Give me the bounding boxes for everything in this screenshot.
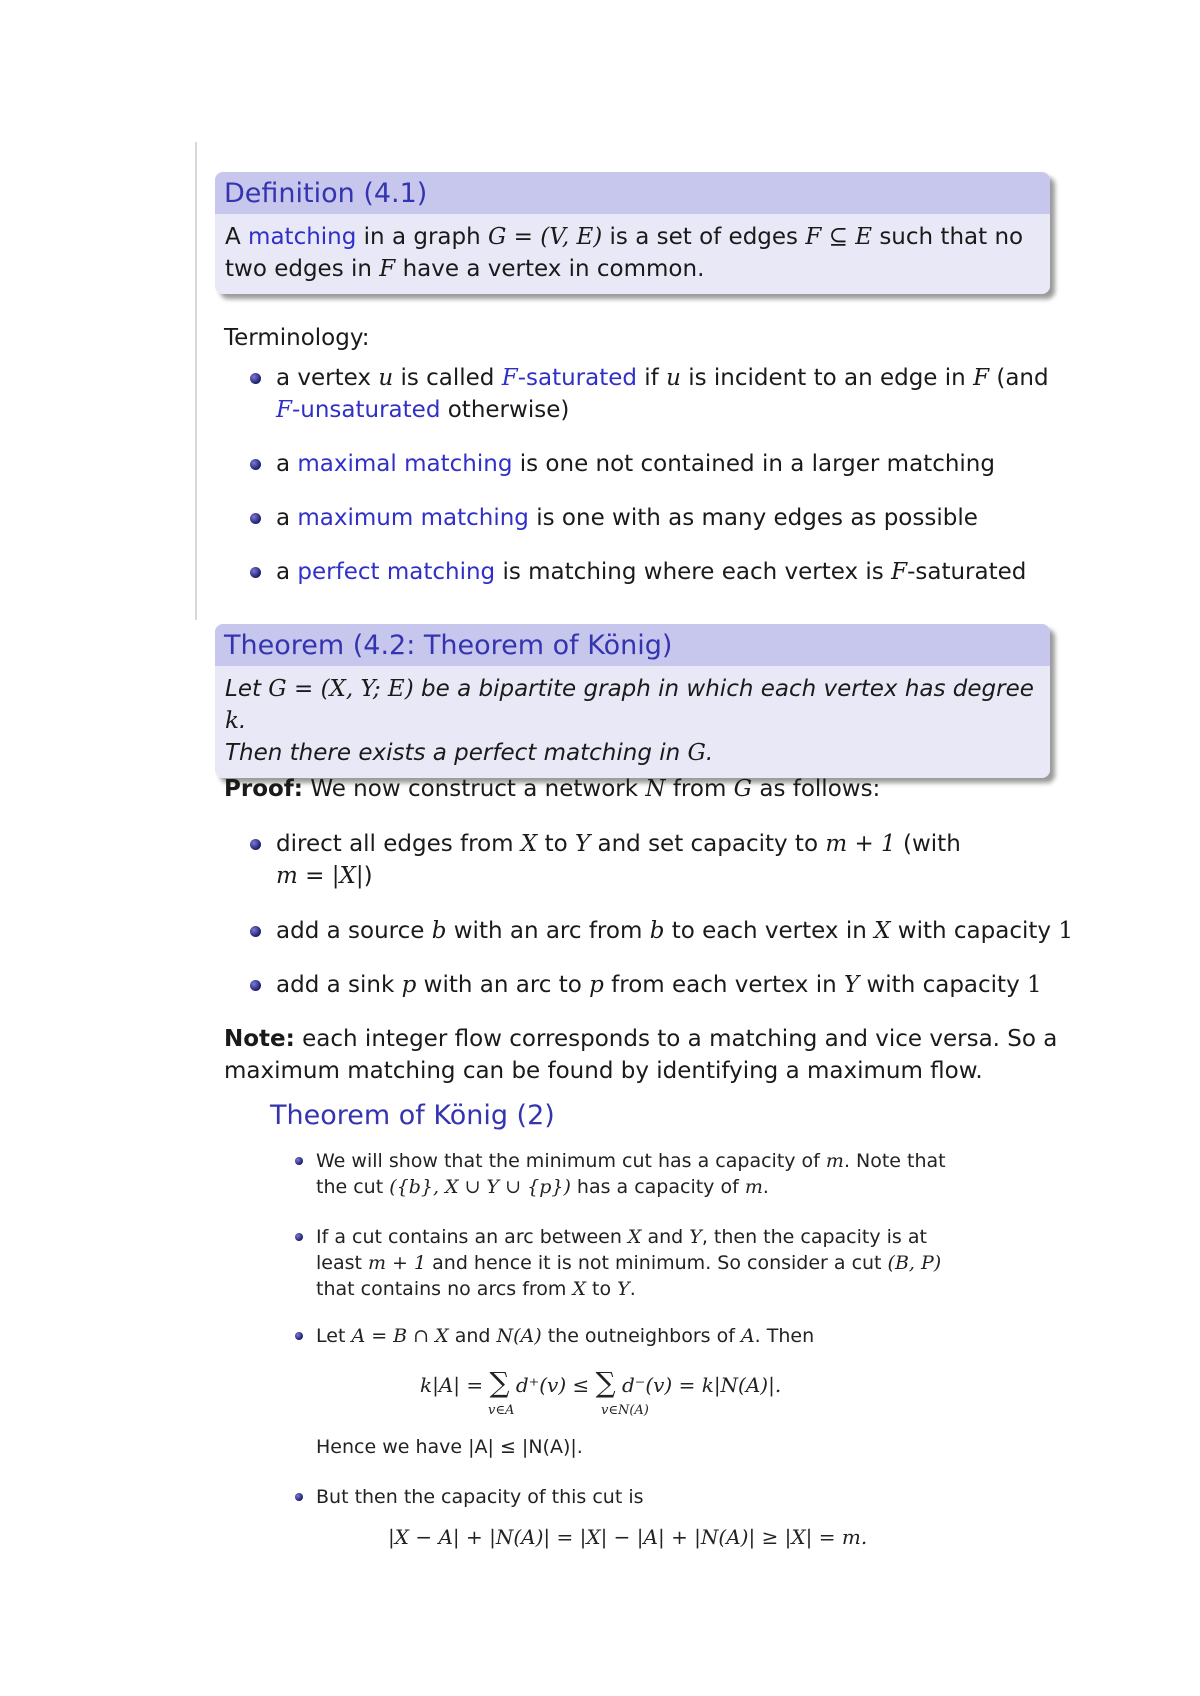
bullet-icon	[295, 1157, 303, 1165]
sum-subscript-na: v∈N(A)	[601, 1403, 649, 1418]
proof-item-source: add a source b with an arc from b to each vertex in X with capacity 1	[250, 915, 1073, 947]
bullet-icon	[250, 839, 261, 850]
konig2-item-capacity: But then the capacity of this cut is	[295, 1484, 644, 1510]
konig2-title: Theorem of König (2)	[270, 1100, 555, 1131]
theorem-block	[215, 624, 1050, 778]
bullet-icon	[295, 1332, 303, 1340]
degree-sum-equation: k|A| = ∑ d⁺(v) ≤ ∑ d⁻(v) = k|N(A)|.	[420, 1366, 782, 1399]
proof-item-sink: add a sink p with an arc to p from each vertex in Y with capacity 1	[250, 969, 1042, 1001]
bullet-icon	[250, 459, 261, 470]
terminology-item-perfect: a perfect matching is matching where each vertex is F-saturated	[250, 556, 1026, 588]
terminology-item-saturated: a vertex u is called F-saturated if u is incident to an edge in F (and F-unsaturated otherwise)	[250, 362, 1049, 426]
proof-item-direct-edges: direct all edges from X to Y and set capacity to m + 1 (with m = |X|)	[250, 828, 961, 892]
bullet-icon	[250, 980, 261, 991]
theorem-title: Theorem (4.2: Theorem of König)	[215, 624, 1050, 666]
term-matching: matching	[248, 224, 357, 250]
konig2-item-let-a: Let A = B ∩ X and N(A) the outneighbors of A. Then	[295, 1323, 814, 1349]
terminology-heading: Terminology:	[224, 325, 370, 351]
bullet-icon	[250, 513, 261, 524]
note-label: Note:	[224, 1026, 295, 1052]
capacity-equation: |X − A| + |N(A)| = |X| − |A| + |N(A)| ≥ |X| = m.	[388, 1525, 868, 1549]
bullet-icon	[250, 567, 261, 578]
konig2-item-min-cut: We will show that the minimum cut has a capacity of m. Note that the cut ({b}, X ∪ Y ∪ {p}) has a capacity of m.	[295, 1148, 946, 1200]
terminology-item-maximal: a maximal matching is one not contained in a larger matching	[250, 448, 995, 480]
proof-label: Proof:	[224, 776, 304, 802]
margin-rule	[195, 142, 197, 620]
terminology-item-maximum: a maximum matching is one with as many edges as possible	[250, 502, 978, 534]
sum-subscript-a: v∈A	[488, 1403, 515, 1418]
definition-block	[215, 172, 1050, 294]
theorem-body: Let G = (X, Y; E) be a bipartite graph in which each vertex has degree k. Then there exists a perfect matching in G.	[225, 676, 1034, 766]
note-paragraph: Note: each integer flow corresponds to a matching and vice versa. So a maximum matching can be found by identifying a maximum flow.	[224, 1026, 1058, 1084]
konig2-item-cut-arc: If a cut contains an arc between X and Y, then the capacity is at least m + 1 and hence it is not minimum. So consider a cut (B, P) that contains no arcs from X to Y.	[295, 1224, 941, 1302]
hence-line: Hence we have |A| ≤ |N(A)|.	[316, 1436, 583, 1458]
bullet-icon	[295, 1233, 303, 1241]
definition-title: Definition (4.1)	[215, 172, 1050, 214]
bullet-icon	[250, 373, 261, 384]
definition-body: A matching in a graph G = (V, E) is a set of edges F ⊆ E such that no two edges in F have a vertex in common.	[225, 224, 1024, 282]
bullet-icon	[250, 926, 261, 937]
proof-paragraph: Proof: We now construct a network N from G as follows:	[224, 776, 881, 802]
bullet-icon	[295, 1493, 303, 1501]
